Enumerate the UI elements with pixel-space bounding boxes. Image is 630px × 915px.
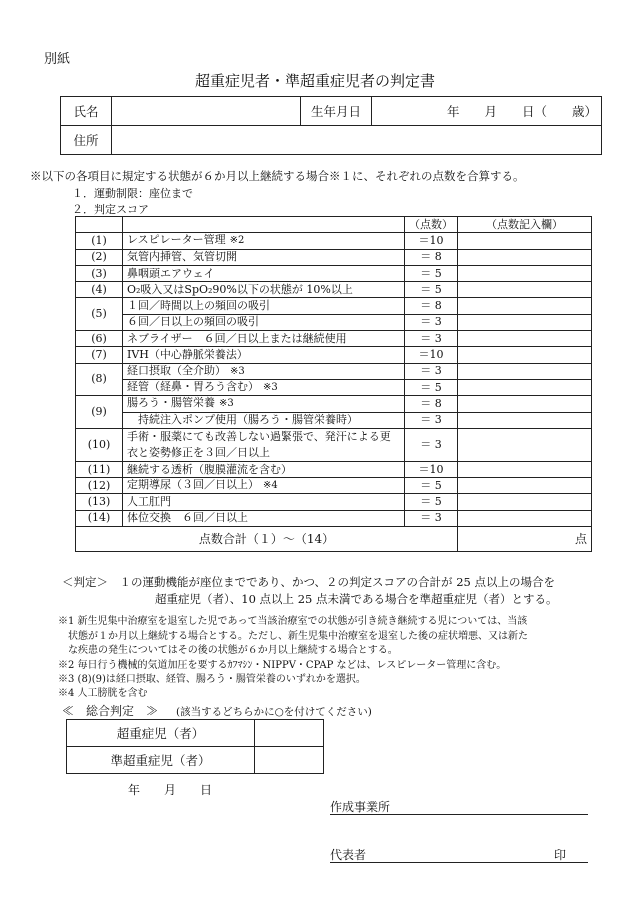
representative-label: 代表者 — [330, 848, 367, 862]
score-row — [76, 494, 592, 510]
overall-date: 年 月 日 — [128, 783, 213, 797]
option-semi-super-severe-mark[interactable] — [255, 747, 324, 774]
row-points: ＝ 3 — [405, 428, 458, 461]
row-entry-field[interactable] — [458, 347, 592, 363]
office-label: 作成事業所 — [330, 800, 391, 814]
row-item-ref: ※4 — [263, 480, 278, 492]
name-field[interactable] — [112, 97, 301, 126]
row-points: ＝ 5 — [405, 478, 458, 494]
row-points: ＝ 8 — [405, 298, 458, 314]
row-item-text: 体位交換 ６回／日以上 — [127, 511, 248, 525]
judgement-line-1: ＜判定＞ １の運動機能が座位までであり、かつ、２の判定スコアの合計が 25 点以上の場合を — [62, 575, 555, 589]
row-item — [123, 494, 405, 510]
row-points: ＝ 8 — [405, 249, 458, 265]
score-row — [76, 347, 592, 363]
overall-instruction: (該当するどちらかに○を付けてください) — [176, 706, 372, 718]
row-entry-field[interactable] — [458, 265, 592, 281]
row-item — [123, 265, 405, 281]
row-item — [123, 282, 405, 298]
row-points: ＝ 3 — [405, 331, 458, 347]
row-entry-field[interactable] — [458, 510, 592, 526]
attachment-label: 別紙 — [44, 52, 71, 67]
score-row — [76, 233, 592, 249]
row-entry-field[interactable] — [458, 396, 592, 412]
row-points: ＝10 — [405, 233, 458, 249]
row-points: ＝ 3 — [405, 412, 458, 428]
row-number: (3) — [76, 265, 123, 281]
row-points: ＝10 — [405, 347, 458, 363]
total-label: 点数合計（１）～（14） — [76, 527, 458, 552]
footnote-1-line-2: 状態が１か月以上継続する場合とする。ただし、新生児集中治療室を退室した後の症状増悪、又は新た — [68, 631, 528, 642]
overall-title: ≪ 総合判定 ≫ — [62, 704, 159, 718]
score-row — [76, 478, 592, 494]
row-number: (12) — [76, 478, 123, 494]
row-entry-field[interactable] — [458, 298, 592, 314]
address-field[interactable] — [112, 126, 602, 155]
row-points: ＝ 3 — [405, 363, 458, 379]
score-row — [76, 249, 592, 265]
score-row — [76, 314, 592, 330]
row-item — [123, 428, 405, 461]
row-entry-field[interactable] — [458, 461, 592, 477]
header-item-cell — [123, 217, 405, 233]
row-points: ＝ 5 — [405, 494, 458, 510]
row-entry-field[interactable] — [458, 428, 592, 461]
footnote-1-line-3: な疾患の発生についてはその後の状態が６か月以上継続する場合とする。 — [68, 645, 398, 656]
row-item — [123, 233, 405, 249]
row-number: (7) — [76, 347, 123, 363]
row-item-ref: ※3 — [230, 365, 245, 377]
row-item-text: レスピレーター管理 — [127, 233, 226, 247]
row-item — [123, 298, 405, 314]
row-entry-field[interactable] — [458, 412, 592, 428]
row-points: ＝ 8 — [405, 396, 458, 412]
row-entry-field[interactable] — [458, 249, 592, 265]
header-entry: （点数記入欄） — [458, 217, 592, 233]
row-points: ＝ 5 — [405, 282, 458, 298]
row-item — [123, 379, 405, 395]
row-item-text: 人工肛門 — [127, 495, 171, 509]
row-number: (8) — [76, 363, 123, 396]
row-number: (11) — [76, 461, 123, 477]
birth-field[interactable]: 年 月 日（ 歳） — [372, 97, 602, 126]
row-item-text: １回／時間以上の頻回の吸引 — [127, 299, 270, 313]
row-number: (9) — [76, 396, 123, 429]
row-item-text: 腸ろう・腸管栄養 — [127, 396, 215, 410]
row-item — [123, 396, 405, 412]
row-points: ＝10 — [405, 461, 458, 477]
option-semi-super-severe: 準超重症児（者） — [67, 747, 255, 774]
intro-item-1: １．運動制限：座位まで — [72, 187, 193, 200]
row-number: (5) — [76, 298, 123, 331]
row-item-ref: ※3 — [219, 398, 234, 410]
representative-line[interactable] — [330, 846, 588, 863]
row-item — [123, 363, 405, 379]
score-header-row — [76, 217, 592, 233]
row-item — [123, 314, 405, 330]
row-number: (10) — [76, 428, 123, 461]
overall-table — [66, 719, 324, 774]
row-number: (13) — [76, 494, 123, 510]
row-number: (4) — [76, 282, 123, 298]
row-item — [123, 478, 405, 494]
row-entry-field[interactable] — [458, 363, 592, 379]
intro-note: ※以下の各項目に規定する状態が６か月以上継続する場合※１に、それぞれの点数を合算する。 — [30, 169, 525, 183]
row-item-text: 気管内挿管、気管切開 — [127, 250, 237, 264]
footnote-2: ※2 毎日行う機械的気道加圧を要するｶﾌﾏｼﾝ・NIPPV・CPAP などは、レスピレーター管理に含む。 — [58, 660, 507, 671]
office-line[interactable] — [330, 798, 588, 815]
row-points: ＝ 3 — [405, 314, 458, 330]
row-item-text: 継続する透析（腹膜灌流を含む） — [127, 462, 292, 476]
seal-mark: 印 — [553, 848, 566, 862]
row-item-ref: ※3 — [263, 382, 278, 394]
score-row — [76, 331, 592, 347]
score-row — [76, 379, 592, 395]
row-number: (14) — [76, 510, 123, 526]
row-item — [123, 461, 405, 477]
score-row — [76, 265, 592, 281]
option-super-severe: 超重症児（者） — [67, 720, 255, 747]
header-num-cell — [76, 217, 123, 233]
footnote-3: ※3 (8)(9)は経口摂取、経管、腸ろう・腸管栄養のいずれかを選択。 — [58, 674, 366, 685]
address-label: 住所 — [61, 126, 112, 155]
footnote-4: ※4 人工膀胱を含む — [58, 688, 148, 699]
row-number: (1) — [76, 233, 123, 249]
row-item-ref: ※2 — [229, 235, 245, 247]
row-points: ＝ 3 — [405, 510, 458, 526]
name-label: 氏名 — [61, 97, 112, 126]
score-total-row — [76, 527, 592, 552]
score-row — [76, 412, 592, 428]
score-row — [76, 298, 592, 314]
score-row — [76, 461, 592, 477]
score-row — [76, 428, 592, 461]
row-entry-field[interactable] — [458, 494, 592, 510]
row-item-text: ６回／日以上の頻回の吸引 — [127, 315, 259, 329]
row-number: (6) — [76, 331, 123, 347]
judgement-line-2: 超重症児（者）、10 点以上 25 点未満である場合を準超重症児（者）とする。 — [155, 592, 558, 606]
row-item-text: 持続注入ポンプ使用（腸ろう・腸管栄養時） — [127, 413, 358, 427]
row-points: ＝ 5 — [405, 379, 458, 395]
row-number: (2) — [76, 249, 123, 265]
score-row — [76, 282, 592, 298]
intro-item-2: ２．判定スコア — [72, 203, 149, 216]
total-field[interactable]: 点 — [458, 527, 592, 552]
score-row — [76, 510, 592, 526]
row-item-text: ネブライザー ６回／日以上または継続使用 — [127, 331, 347, 345]
row-item-text: IVH（中心静脈栄養法） — [127, 348, 248, 362]
row-points: ＝ 5 — [405, 265, 458, 281]
row-entry-field[interactable] — [458, 478, 592, 494]
row-item — [123, 510, 405, 526]
row-item-text: 経口摂取（全介助） — [127, 363, 226, 377]
row-entry-field[interactable] — [458, 282, 592, 298]
row-entry-field[interactable] — [458, 233, 592, 249]
score-row — [76, 363, 592, 379]
footnote-1-line-1: ※1 新生児集中治療室を退室した児であって当該治療室での状態が引き続き継続する児については、当該 — [58, 616, 528, 627]
row-item — [123, 249, 405, 265]
row-entry-field[interactable] — [458, 331, 592, 347]
row-item — [123, 412, 405, 428]
option-super-severe-mark[interactable] — [255, 720, 324, 747]
page-title: 超重症児者・準超重症児者の判定書 — [194, 72, 435, 90]
score-row — [76, 396, 592, 412]
row-item-text: O₂吸入又はSpO₂90%以下の状態が 10%以上 — [127, 282, 353, 296]
row-item-text: 手術・服薬にても改善しない過緊張で、発汗による更衣と姿勢修正を３回／日以上 — [127, 429, 391, 459]
row-item-text: 経管（経鼻・胃ろう含む） — [127, 380, 259, 394]
header-points: （点数） — [405, 217, 458, 233]
row-entry-field[interactable] — [458, 379, 592, 395]
row-item — [123, 331, 405, 347]
score-table — [75, 216, 592, 552]
row-item-text: 定期導尿（３回／日以上） — [127, 478, 259, 492]
row-entry-field[interactable] — [458, 314, 592, 330]
person-info-table — [60, 96, 602, 155]
birth-label: 生年月日 — [301, 97, 372, 126]
row-item — [123, 347, 405, 363]
row-item-text: 鼻咽頭エアウェイ — [127, 266, 215, 280]
